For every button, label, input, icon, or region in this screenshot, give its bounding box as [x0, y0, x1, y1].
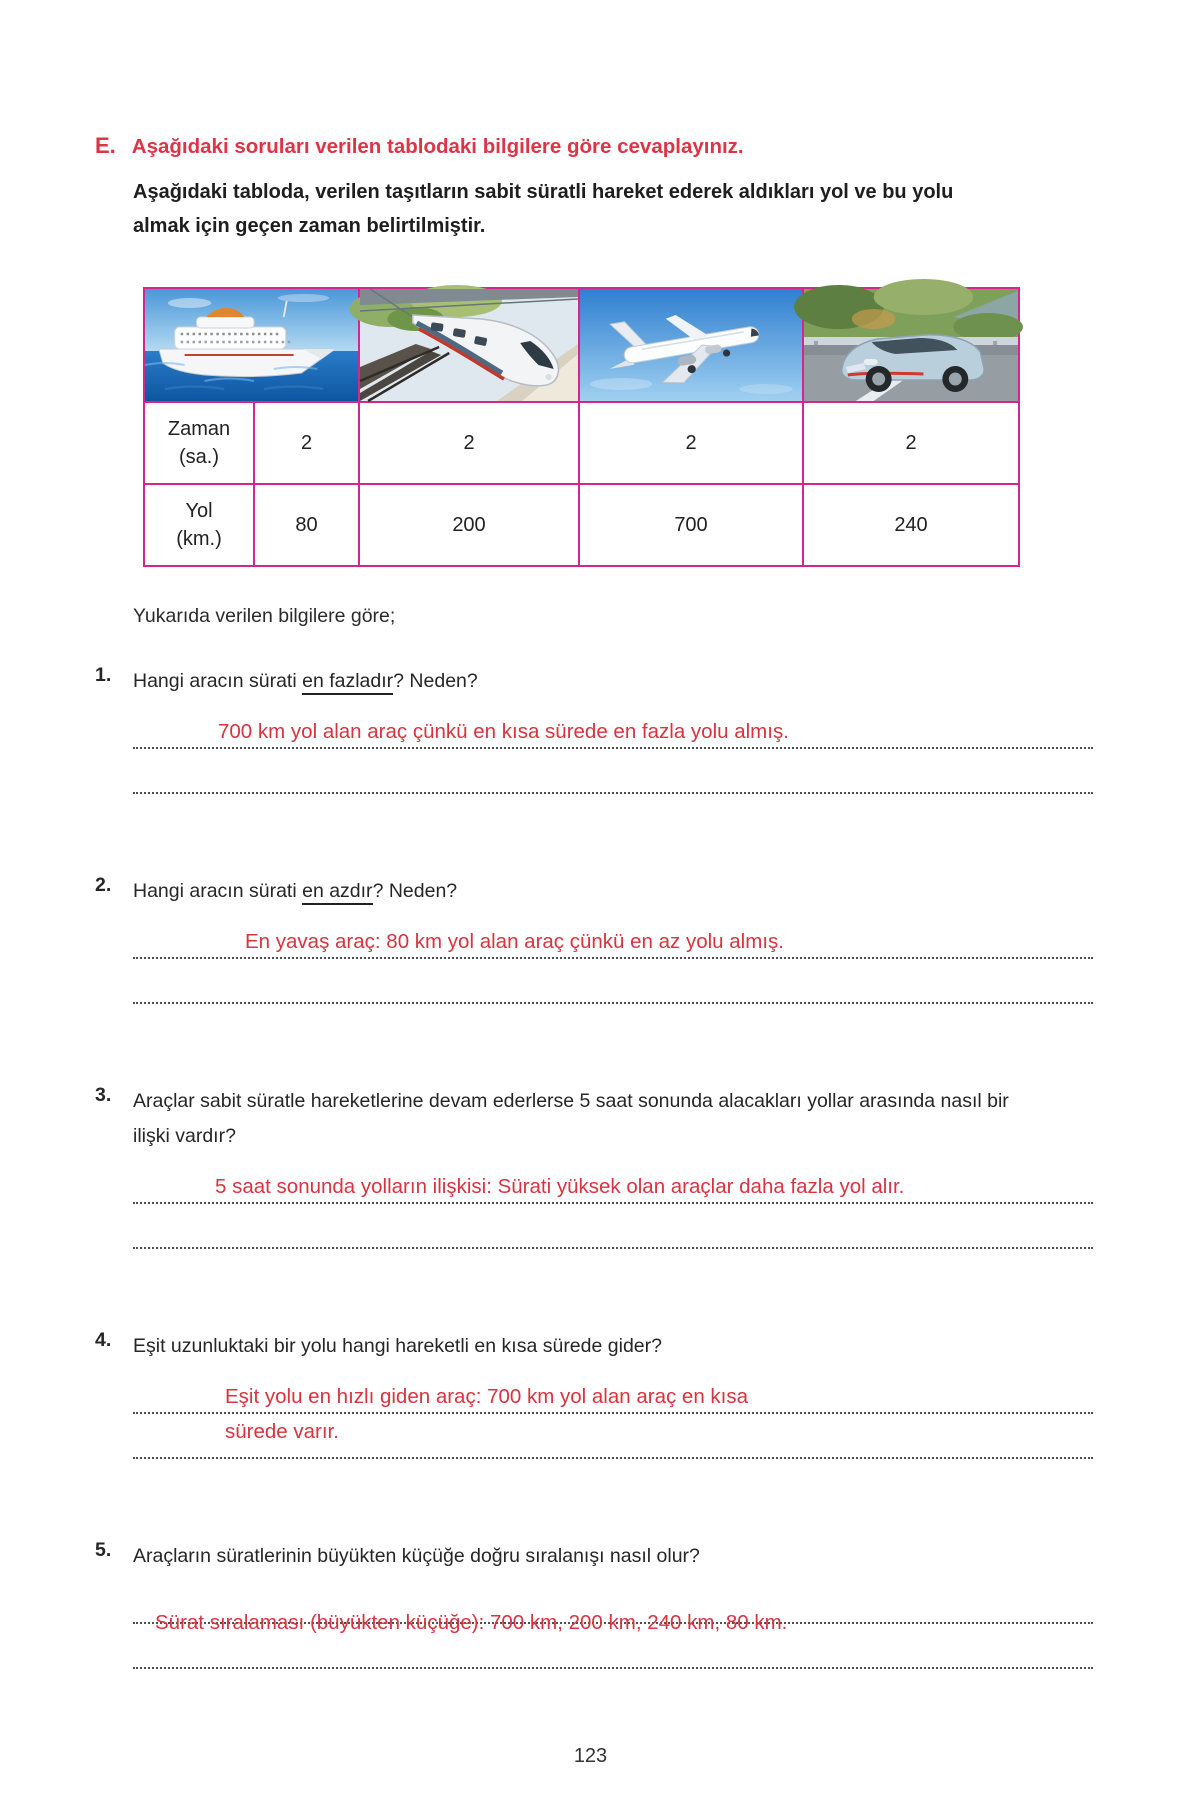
question-2-number: 2. — [95, 874, 112, 896]
page-number: 123 — [573, 1745, 608, 1767]
time-row — [144, 402, 1019, 484]
time-row-label: Zaman (sa.) — [144, 402, 254, 484]
handwritten-answer-2: En yavaş araç: 80 km yol alan araç çünkü en az yolu almış. — [245, 930, 784, 953]
section-title: Aşağıdaki soruları verilen tablodaki bilgilere göre cevaplayınız. — [131, 135, 744, 158]
intro-paragraph: Aşağıdaki tabloda, verilen taşıtların sabit süratli hareket ederek aldıkları yol ve bu yolu almak için geçen zaman belirtilmiştir. — [133, 181, 954, 237]
airplane-image — [579, 288, 803, 402]
handwritten-answer-1: 700 km yol alan araç çünkü en kısa sürede en fazla yolu almış. — [218, 720, 789, 743]
question-4 — [0, 1329, 1181, 1459]
answer-line — [133, 1364, 1093, 1414]
time-value-car: 2 — [803, 402, 1019, 484]
distance-row — [144, 484, 1019, 566]
answer-line — [133, 909, 1093, 959]
answer-line — [133, 1574, 1093, 1634]
time-value-plane: 2 — [579, 402, 803, 484]
vehicle-image-row — [144, 288, 1019, 402]
high-speed-train-image — [359, 288, 579, 402]
handwritten-answer-4: Eşit yolu en hızlı giden araç: 700 km yol alan araç en kısa — [225, 1385, 749, 1408]
time-value-ship: 2 — [254, 402, 359, 484]
question-5-text: Araçların süratlerinin büyükten küçüğe doğru sıralanışı nasıl olur? — [133, 1545, 700, 1567]
question-4-number: 4. — [95, 1329, 112, 1351]
question-3-number: 3. — [95, 1084, 112, 1106]
answer-line — [133, 1624, 1093, 1669]
car-image — [803, 288, 1019, 402]
question-3-text: Araçlar sabit süratle hareketlerine devam ederlerse 5 saat sonunda alacakları yollar arasında nasıl bir ilişki vardır? — [133, 1090, 1009, 1147]
distance-value-ship: 80 — [254, 484, 359, 566]
distance-row-label: Yol (km.) — [144, 484, 254, 566]
answer-line — [133, 959, 1093, 1004]
distance-value-train: 200 — [359, 484, 579, 566]
handwritten-answer-5: Sürat sıralaması (büyükten küçüğe): 700 km, 200 km, 240 km, 80 km. — [155, 1611, 788, 1634]
question-2-text: Hangi aracın sürati en azdır? Neden? — [133, 874, 1038, 909]
worksheet-page — [0, 133, 1181, 1816]
answer-line — [133, 1414, 1093, 1459]
distance-value-car: 240 — [803, 484, 1019, 566]
answer-line — [133, 699, 1093, 749]
distance-value-plane: 700 — [579, 484, 803, 566]
answer-line — [133, 1204, 1093, 1249]
question-list — [0, 664, 1181, 1669]
section-header — [95, 133, 1121, 159]
question-2 — [0, 874, 1181, 1004]
handwritten-answer-3: 5 saat sonunda yolların ilişkisi: Sürati yüksek olan araçlar daha fazla yol alır. — [215, 1175, 905, 1198]
question-1-text: Hangi aracın sürati en fazladır? Neden? — [133, 664, 1038, 699]
speed-distance-table — [143, 287, 1020, 567]
question-4-text: Eşit uzunluktaki bir yolu hangi hareketli en kısa sürede gider? — [133, 1335, 662, 1357]
answer-line — [133, 749, 1093, 794]
question-5-number: 5. — [95, 1539, 112, 1561]
section-letter: E. — [95, 133, 116, 158]
question-1 — [0, 664, 1181, 794]
question-1-number: 1. — [95, 664, 112, 686]
handwritten-answer-4-continued: sürede varır. — [225, 1420, 339, 1443]
question-5 — [0, 1539, 1181, 1669]
time-value-train: 2 — [359, 402, 579, 484]
question-3 — [0, 1084, 1181, 1249]
cruise-ship-image — [144, 288, 359, 402]
answer-line — [133, 1154, 1093, 1204]
lead-in-text: Yukarıda verilen bilgilere göre; — [133, 605, 396, 627]
